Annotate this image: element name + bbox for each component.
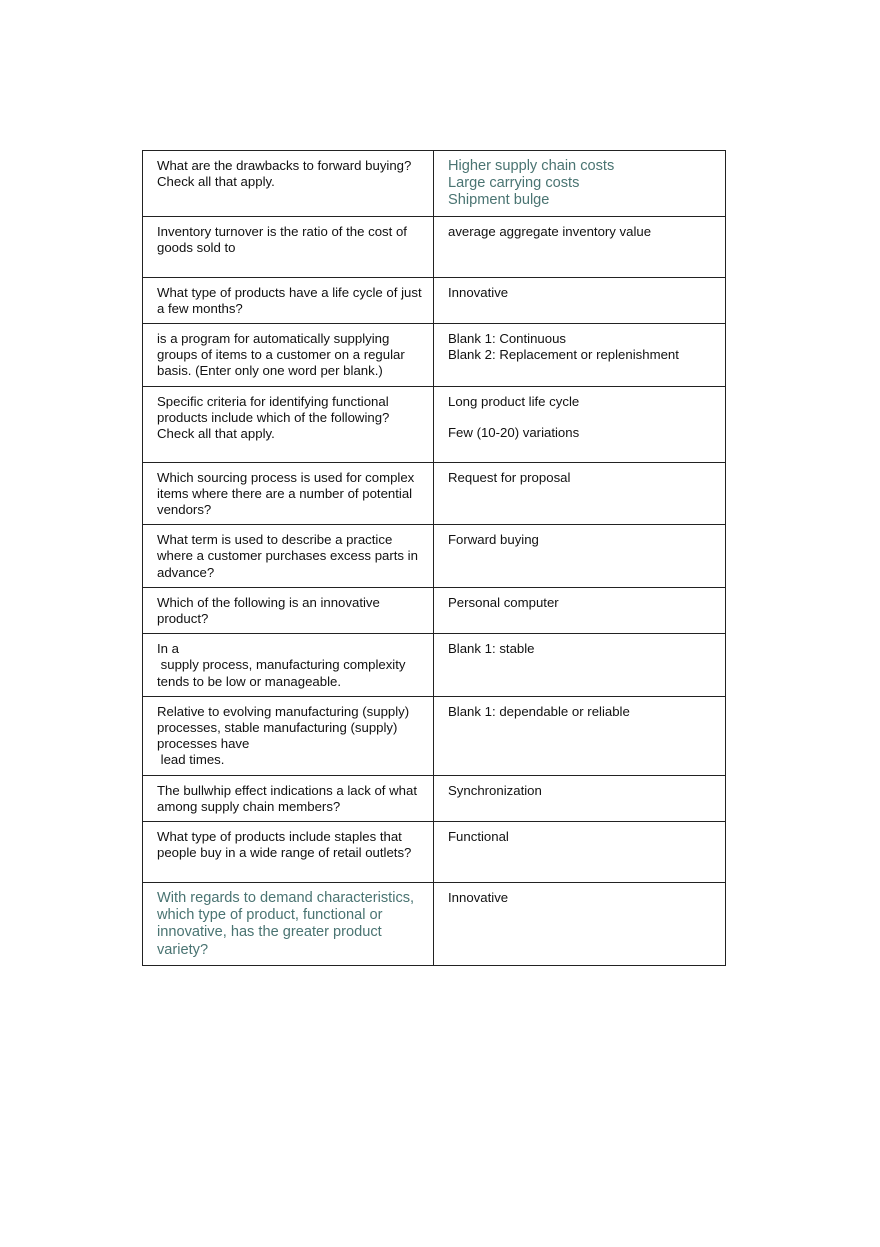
question-text: tends to be low or manageable. <box>157 673 342 689</box>
question-cell <box>143 775 434 821</box>
question-cell <box>143 277 434 323</box>
question-text: lead times. <box>157 752 225 768</box>
answer-cell <box>434 277 726 323</box>
question-text: Check all that apply. <box>157 426 275 442</box>
question-text: What term is used to describe a practice <box>157 532 393 548</box>
answer-cell <box>434 696 726 775</box>
question-text: What type of products have a life cycle of just <box>157 284 422 300</box>
question-text: Specific criteria for identifying functional <box>157 393 389 409</box>
answer-text: Personal computer <box>448 594 559 610</box>
question-text: Which of the following is an innovative <box>157 594 380 610</box>
table-row <box>143 634 726 697</box>
answer-text: Blank 1: Continuous <box>448 331 567 347</box>
table-row <box>143 324 726 387</box>
answer-cell <box>434 587 726 633</box>
question-cell <box>143 634 434 697</box>
question-text: Inventory turnover is the ratio of the cost of <box>157 223 407 239</box>
answer-cell <box>434 775 726 821</box>
question-text: With regards to demand characteristics, <box>157 890 415 907</box>
question-cell <box>143 883 434 966</box>
question-text: people buy in a wide range of retail outlets? <box>157 845 412 861</box>
table-row <box>143 775 726 821</box>
question-text: product? <box>157 611 209 627</box>
question-cell <box>143 525 434 588</box>
question-cell <box>143 151 434 217</box>
answer-cell <box>434 525 726 588</box>
table-row <box>143 462 726 525</box>
question-cell <box>143 696 434 775</box>
question-text: Which sourcing process is used for complex <box>157 469 415 485</box>
question-text: What type of products include staples that <box>157 829 402 845</box>
question-text: variety? <box>157 941 209 958</box>
table-row <box>143 587 726 633</box>
answer-text: Blank 2: Replacement or replenishment <box>448 347 679 363</box>
question-text: which type of product, functional or <box>157 907 383 924</box>
table-row <box>143 525 726 588</box>
answer-text: Higher supply chain costs <box>448 158 615 174</box>
answer-text: Forward buying <box>448 532 539 548</box>
table-row <box>143 696 726 775</box>
question-cell <box>143 216 434 277</box>
answer-text: Request for proposal <box>448 469 571 485</box>
answer-text: Functional <box>448 829 509 845</box>
question-text: What are the drawbacks to forward buying? <box>157 158 412 173</box>
question-text: The bullwhip effect indications a lack of what <box>157 782 417 798</box>
answer-cell <box>434 634 726 697</box>
qa-table <box>142 150 726 966</box>
table-row <box>143 216 726 277</box>
answer-text: Blank 1: dependable or reliable <box>448 703 630 719</box>
answer-text: Large carrying costs <box>448 175 580 192</box>
question-text: processes, stable manufacturing (supply) <box>157 720 398 736</box>
question-text: supply process, manufacturing complexity <box>157 657 406 673</box>
table-row <box>143 883 726 966</box>
question-cell <box>143 462 434 525</box>
question-text: basis. (Enter only one word per blank.) <box>157 363 383 379</box>
answer-text: Innovative <box>448 890 509 906</box>
answer-text: Long product life cycle <box>448 393 580 409</box>
question-text: innovative, has the greater product <box>157 924 382 941</box>
answer-cell <box>434 216 726 277</box>
answer-cell <box>434 324 726 387</box>
question-cell <box>143 386 434 462</box>
question-text: among supply chain members? <box>157 798 341 814</box>
question-text: In a <box>157 641 179 657</box>
question-text: processes have <box>157 736 250 752</box>
question-cell <box>143 324 434 387</box>
answer-cell <box>434 822 726 883</box>
question-cell <box>143 822 434 883</box>
answer-text: average aggregate inventory value <box>448 223 652 239</box>
question-text: Check all that apply. <box>157 174 275 190</box>
answer-cell <box>434 386 726 462</box>
table-row <box>143 386 726 462</box>
spacer <box>448 410 719 425</box>
question-text: goods sold to <box>157 239 236 255</box>
answer-text: Blank 1: stable <box>448 641 535 657</box>
question-cell <box>143 587 434 633</box>
question-text: advance? <box>157 564 215 580</box>
question-text: vendors? <box>157 502 212 518</box>
answer-cell <box>434 151 726 217</box>
answer-cell <box>434 462 726 525</box>
question-text: is a program for automatically supplying <box>157 331 390 347</box>
question-text: groups of items to a customer on a regular <box>157 347 405 363</box>
table-row <box>143 151 726 217</box>
question-text: items where there are a number of potential <box>157 485 413 501</box>
question-text: Relative to evolving manufacturing (supply) <box>157 703 410 719</box>
answer-text: Few (10-20) variations <box>448 424 580 440</box>
table-row <box>143 822 726 883</box>
question-text: where a customer purchases excess parts in <box>157 548 418 564</box>
table-row <box>143 277 726 323</box>
answer-text: Synchronization <box>448 782 542 798</box>
answer-text: Shipment bulge <box>448 192 550 209</box>
question-text: products include which of the following? <box>157 409 390 425</box>
question-text: a few months? <box>157 300 243 316</box>
answer-text: Innovative <box>448 284 509 300</box>
answer-cell <box>434 883 726 966</box>
